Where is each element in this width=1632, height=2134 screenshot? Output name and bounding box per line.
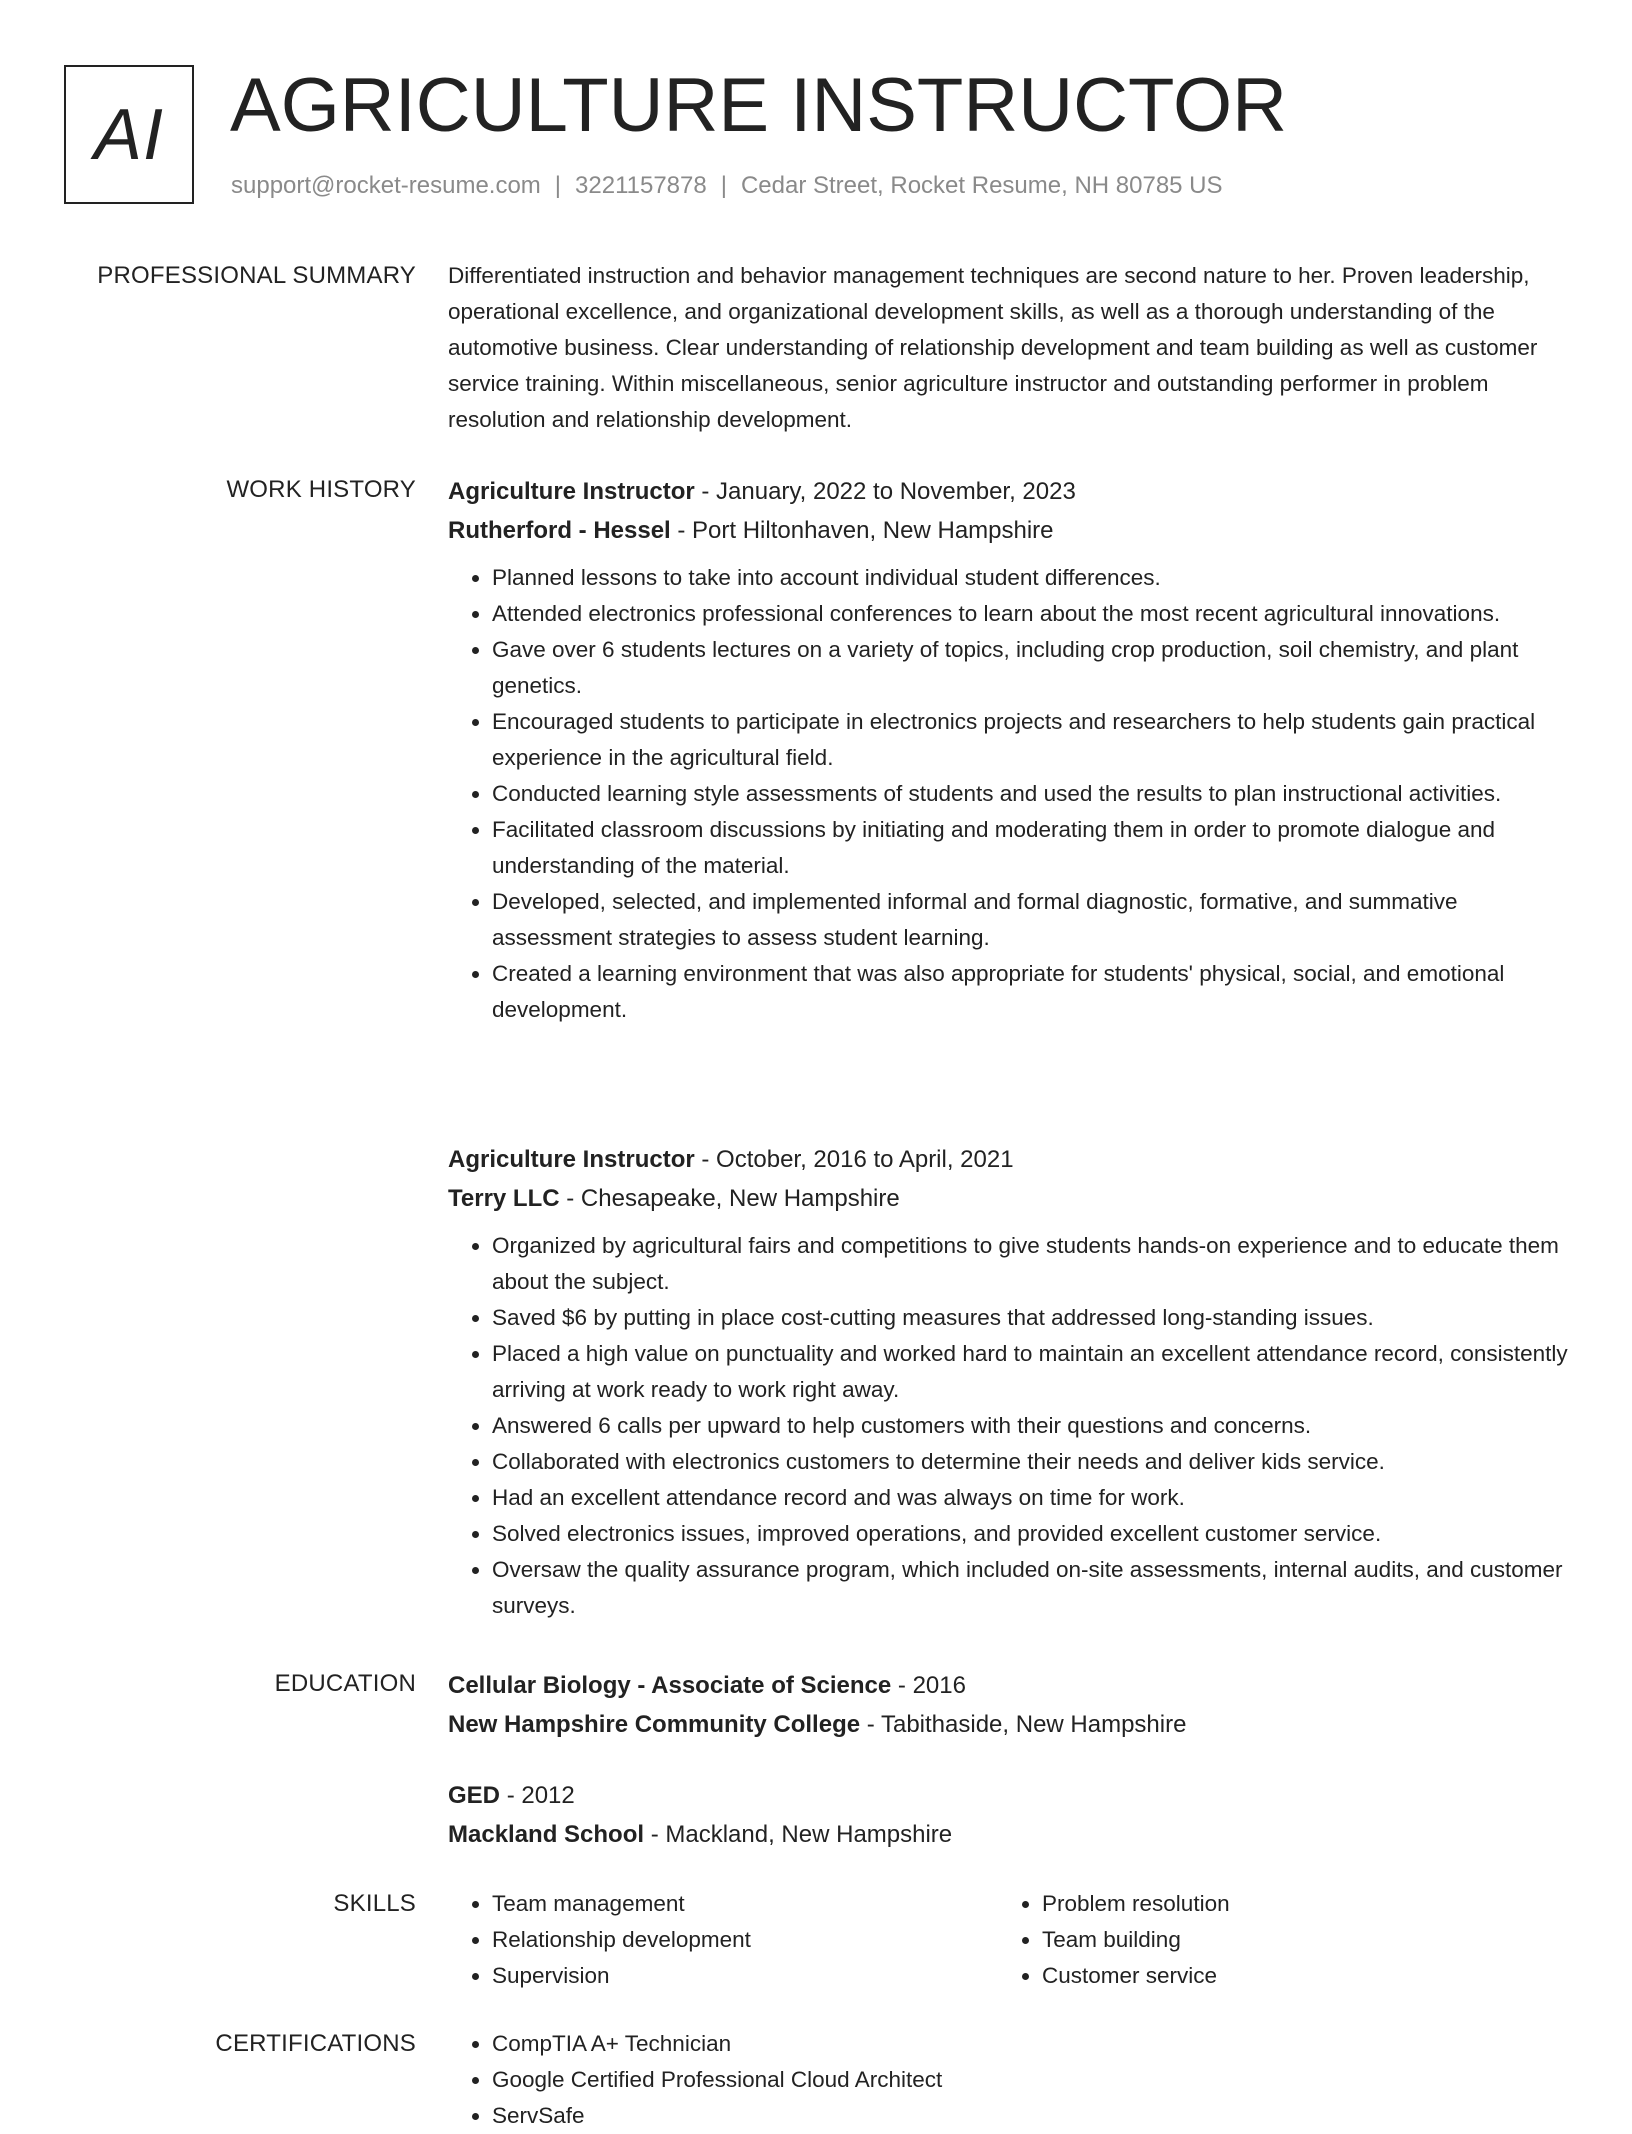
education-degree: GED (448, 1782, 501, 1809)
job-bullet: • Placed a high value on punctuality and worked hard to maintain an excellent attendance record, consistently arriving at work ready to work right away. (492, 1336, 1568, 1408)
job-bullet: • Planned lessons to take into account individual student differences. (492, 560, 1568, 596)
job-company: Terry LLC (448, 1185, 560, 1212)
education-year: - 2016 (897, 1672, 966, 1699)
education-school: New Hampshire Community College (448, 1711, 861, 1738)
certification-item: • ServSafe (492, 2098, 1568, 2134)
education-school-line (448, 1815, 1568, 1854)
job-bullet: • Answered 6 calls per upward to help customers with their questions and concerns. (492, 1408, 1568, 1444)
section-label-work-history: WORK HISTORY (226, 476, 416, 503)
job-entry (448, 472, 1568, 1028)
job-bullet: • Facilitated classroom discussions by initiating and moderating them in order to promote dialogue and understanding of the material. (492, 812, 1568, 884)
education-school: Mackland School (448, 1821, 645, 1848)
education-degree-line (448, 1666, 1568, 1705)
job-company-line (448, 511, 1568, 550)
job-bullets (448, 1228, 1568, 1624)
job-bullet: • Solved electronics issues, improved operations, and provided excellent customer service. (492, 1516, 1568, 1552)
job-bullets (448, 560, 1568, 1028)
job-bullet: • Created a learning environment that was also appropriate for students' physical, social, and emotional development. (492, 956, 1568, 1028)
job-company-line (448, 1179, 1568, 1218)
skills-list-left (448, 1886, 998, 1994)
job-bullet: • Gave over 6 students lectures on a variety of topics, including crop production, soil chemistry, and plant genetics. (492, 632, 1568, 704)
education-year: - 2012 (506, 1782, 575, 1809)
contact-phone[interactable]: 3221157878 (575, 172, 707, 199)
contact-email[interactable]: support@rocket-resume.com (231, 172, 541, 199)
contact-separator: | (554, 172, 562, 199)
skill-item: • Team management (492, 1886, 998, 1922)
contact-line (231, 171, 1223, 201)
candidate-name: AGRICULTURE INSTRUCTOR (230, 63, 1288, 148)
education-degree: Cellular Biology - Associate of Science (448, 1672, 892, 1699)
summary-text: Differentiated instruction and behavior management techniques are second nature to her. Proven leadership, operational excellence, and organizational development skills, as well as a thorough understanding of the automotive business. Clear understanding of relationship development and team building as well as customer service training. Within miscellaneous, senior agriculture instructor and outstanding performer in problem resolution and relationship development. (448, 263, 1538, 432)
job-title: Agriculture Instructor (448, 1146, 695, 1173)
education-school-line (448, 1705, 1568, 1744)
education-location: - Tabithaside, New Hampshire (866, 1711, 1187, 1738)
job-bullet: • Organized by agricultural fairs and competitions to give students hands-on experience and to educate them about the subject. (492, 1228, 1568, 1300)
skills-list-right (998, 1886, 1548, 1994)
job-bullet: • Conducted learning style assessments of students and used the results to plan instructional activities. (492, 776, 1568, 812)
job-location: - Port Hiltonhaven, New Hampshire (677, 517, 1054, 544)
section-label-education: EDUCATION (274, 1670, 416, 1697)
skill-item: • Customer service (1042, 1958, 1548, 1994)
contact-separator: | (720, 172, 727, 199)
job-dates: - January, 2022 to November, 2023 (701, 478, 1076, 505)
job-title: Agriculture Instructor (448, 478, 695, 505)
skill-item: • Relationship development (492, 1922, 998, 1958)
job-entry (448, 1140, 1568, 1624)
job-bullet: • Developed, selected, and implemented informal and formal diagnostic, formative, and summative assessment strategies to assess student learning. (492, 884, 1568, 956)
job-title-line (448, 1140, 1568, 1179)
skills-columns (448, 1886, 1568, 1994)
skill-item: • Problem resolution (1042, 1886, 1548, 1922)
section-label-certifications: CERTIFICATIONS (215, 2030, 416, 2057)
monogram-logo: AI (64, 65, 194, 204)
job-company: Rutherford - Hessel (448, 517, 671, 544)
certification-item: • CompTIA A+ Technician (492, 2026, 1568, 2062)
summary-body (448, 258, 1568, 438)
education-location: - Mackland, New Hampshire (650, 1821, 953, 1848)
section-label-skills: SKILLS (333, 1890, 416, 1917)
education-entry (448, 1776, 1568, 1854)
job-bullet: • Encouraged students to participate in electronics projects and researchers to help students gain practical experience in the agricultural field. (492, 704, 1568, 776)
section-label-summary: PROFESSIONAL SUMMARY (97, 262, 416, 289)
job-bullet: • Collaborated with electronics customers to determine their needs and deliver kids service. (492, 1444, 1568, 1480)
certifications-list (448, 2026, 1568, 2134)
education-degree-line (448, 1776, 1568, 1815)
job-dates: - October, 2016 to April, 2021 (701, 1146, 1014, 1173)
skills-body (448, 1886, 1568, 1994)
skill-item: • Team building (1042, 1922, 1548, 1958)
certification-item: • Google Certified Professional Cloud Architect (492, 2062, 1568, 2098)
job-bullet: • Oversaw the quality assurance program, which included on-site assessments, internal audits, and customer surveys. (492, 1552, 1568, 1624)
education-entry (448, 1666, 1568, 1744)
job-bullet: • Attended electronics professional conferences to learn about the most recent agricultural innovations. (492, 596, 1568, 632)
job-bullet: • Had an excellent attendance record and was always on time for work. (492, 1480, 1568, 1516)
job-location: - Chesapeake, New Hampshire (566, 1185, 900, 1212)
certifications-body (448, 2026, 1568, 2134)
skill-item: • Supervision (492, 1958, 998, 1994)
resume-header (64, 65, 1632, 210)
job-bullet: • Saved $6 by putting in place cost-cutting measures that addressed long-standing issues. (492, 1300, 1568, 1336)
job-title-line (448, 472, 1568, 511)
contact-address: Cedar Street, Rocket Resume, NH 80785 US (740, 172, 1223, 199)
